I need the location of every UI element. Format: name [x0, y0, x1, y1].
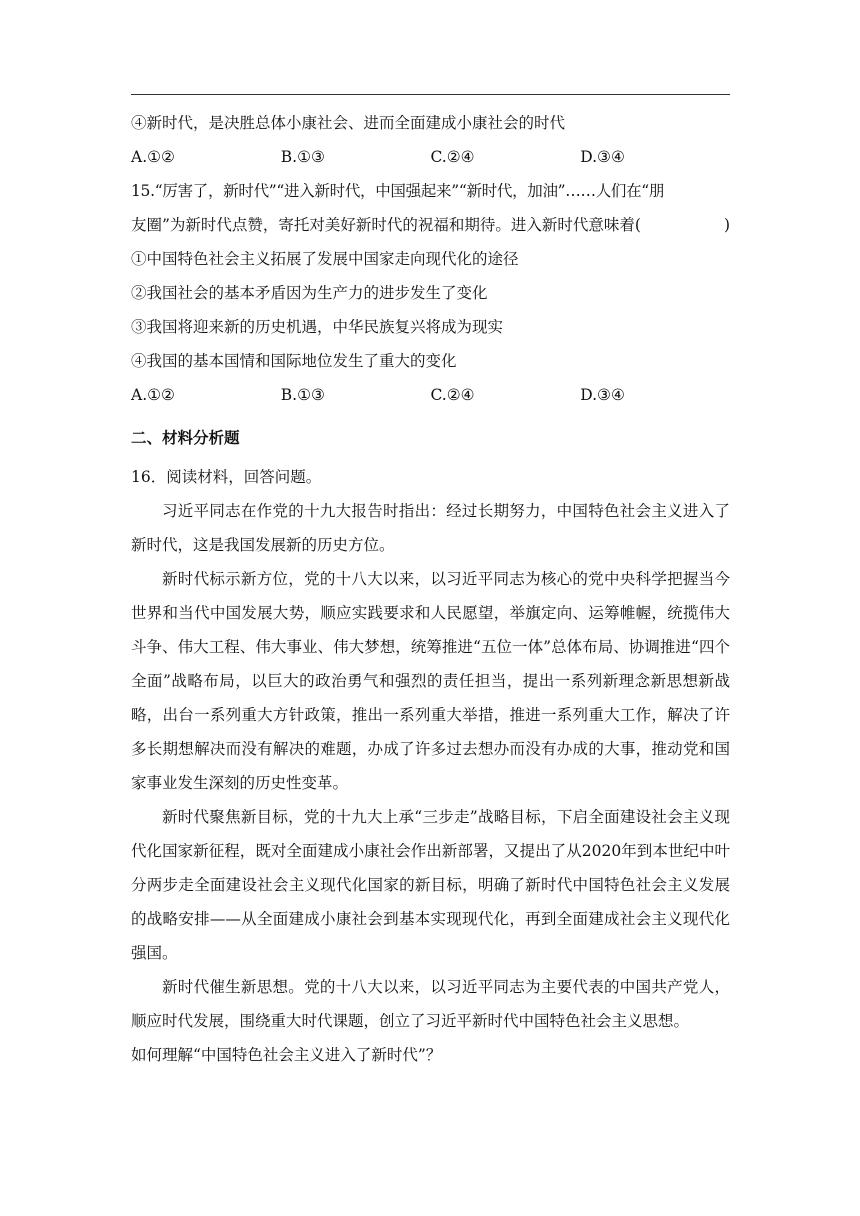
header-rule: [131, 94, 730, 95]
q15-stem-line-1: 15.“厉害了，新时代”“进入新时代，中国强起来”“新时代，加油”……人们在“朋: [131, 182, 665, 200]
choice-c: C.②④: [430, 386, 475, 404]
q15-option-2: ②我国社会的基本矛盾因为生产力的进步发生了变化: [131, 284, 488, 302]
choice-d: D.③④: [580, 148, 625, 166]
section-heading: 二、材料分析题: [131, 429, 240, 447]
document-body: [131, 106, 730, 1072]
q16-paragraph-1: 习近平同志在作党的十九大报告时指出：经过长期努力，中国特色社会主义进入了新时代，这是我国发展新的历史方位。: [131, 502, 730, 554]
q15-stem-text: 友圈”为新时代点赞，寄托对美好新时代的祝福和期待。进入新时代意味着(: [131, 216, 641, 234]
q16-paragraph-2: 新时代标示新方位，党的十八大以来，以习近平同志为核心的党中央科学把握当今世界和当代中国发展大势，顺应实践要求和人民愿望，举旗定向、运筹帷幄，统揽伟大斗争、伟大工程、伟大事业、伟大梦想，统筹推进“五位一体”总体布局、协调推进“四个全面”战略布局，以巨大的政治勇气和强烈的责任担当，提出一系列新理念新思想新战略，出台一系列重大方针政策，推出一系列重大举措，推进一系列重大工作，解决了许多长期想解决而没有解决的难题，办成了许多过去想办而没有办成的大事，推动党和国家事业发生深刻的历史性变革。: [131, 570, 730, 792]
q15-answer-paren: ): [723, 216, 730, 234]
choice-a: A.①②: [131, 148, 175, 166]
choice-c: C.②④: [430, 148, 475, 166]
prev-question-choices: [131, 140, 730, 174]
q16-stem: 16．阅读材料，回答问题。: [131, 468, 322, 486]
q16-question: 如何理解“中国特色社会主义进入了新时代”？: [131, 1046, 442, 1064]
q15-option-4: ④我国的基本国情和国际地位发生了重大的变化: [131, 352, 457, 370]
q15-option-3: ③我国将迎来新的历史机遇，中华民族复兴将成为现实: [131, 318, 504, 336]
choice-d: D.③④: [580, 386, 625, 404]
choice-b: B.①③: [280, 386, 325, 404]
q16-paragraph-4: 新时代催生新思想。党的十八大以来，以习近平同志为主要代表的中国共产党人，顺应时代发展，围绕重大时代课题，创立了习近平新时代中国特色社会主义思想。: [131, 978, 730, 1030]
choice-a: A.①②: [131, 386, 175, 404]
choice-b: B.①③: [280, 148, 325, 166]
q15-option-1: ①中国特色社会主义拓展了发展中国家走向现代化的途径: [131, 250, 519, 268]
q15-stem-line-2: [131, 208, 730, 242]
q16-paragraph-3: 新时代聚焦新目标，党的十九大上承“三步走”战略目标，下启全面建设社会主义现代化国家新征程，既对全面建成小康社会作出新部署，又提出了从2020年到本世纪中叶分两步走全面建设社会主义现代化国家的新目标，明确了新时代中国特色社会主义发展的战略安排——从全面建成小康社会到基本实现现代化，再到全面建成社会主义现代化强国。: [131, 808, 730, 962]
q15-choices: [131, 378, 730, 412]
prev-question-option-4: ④新时代，是决胜总体小康社会、进而全面建成小康社会的时代: [131, 114, 566, 132]
